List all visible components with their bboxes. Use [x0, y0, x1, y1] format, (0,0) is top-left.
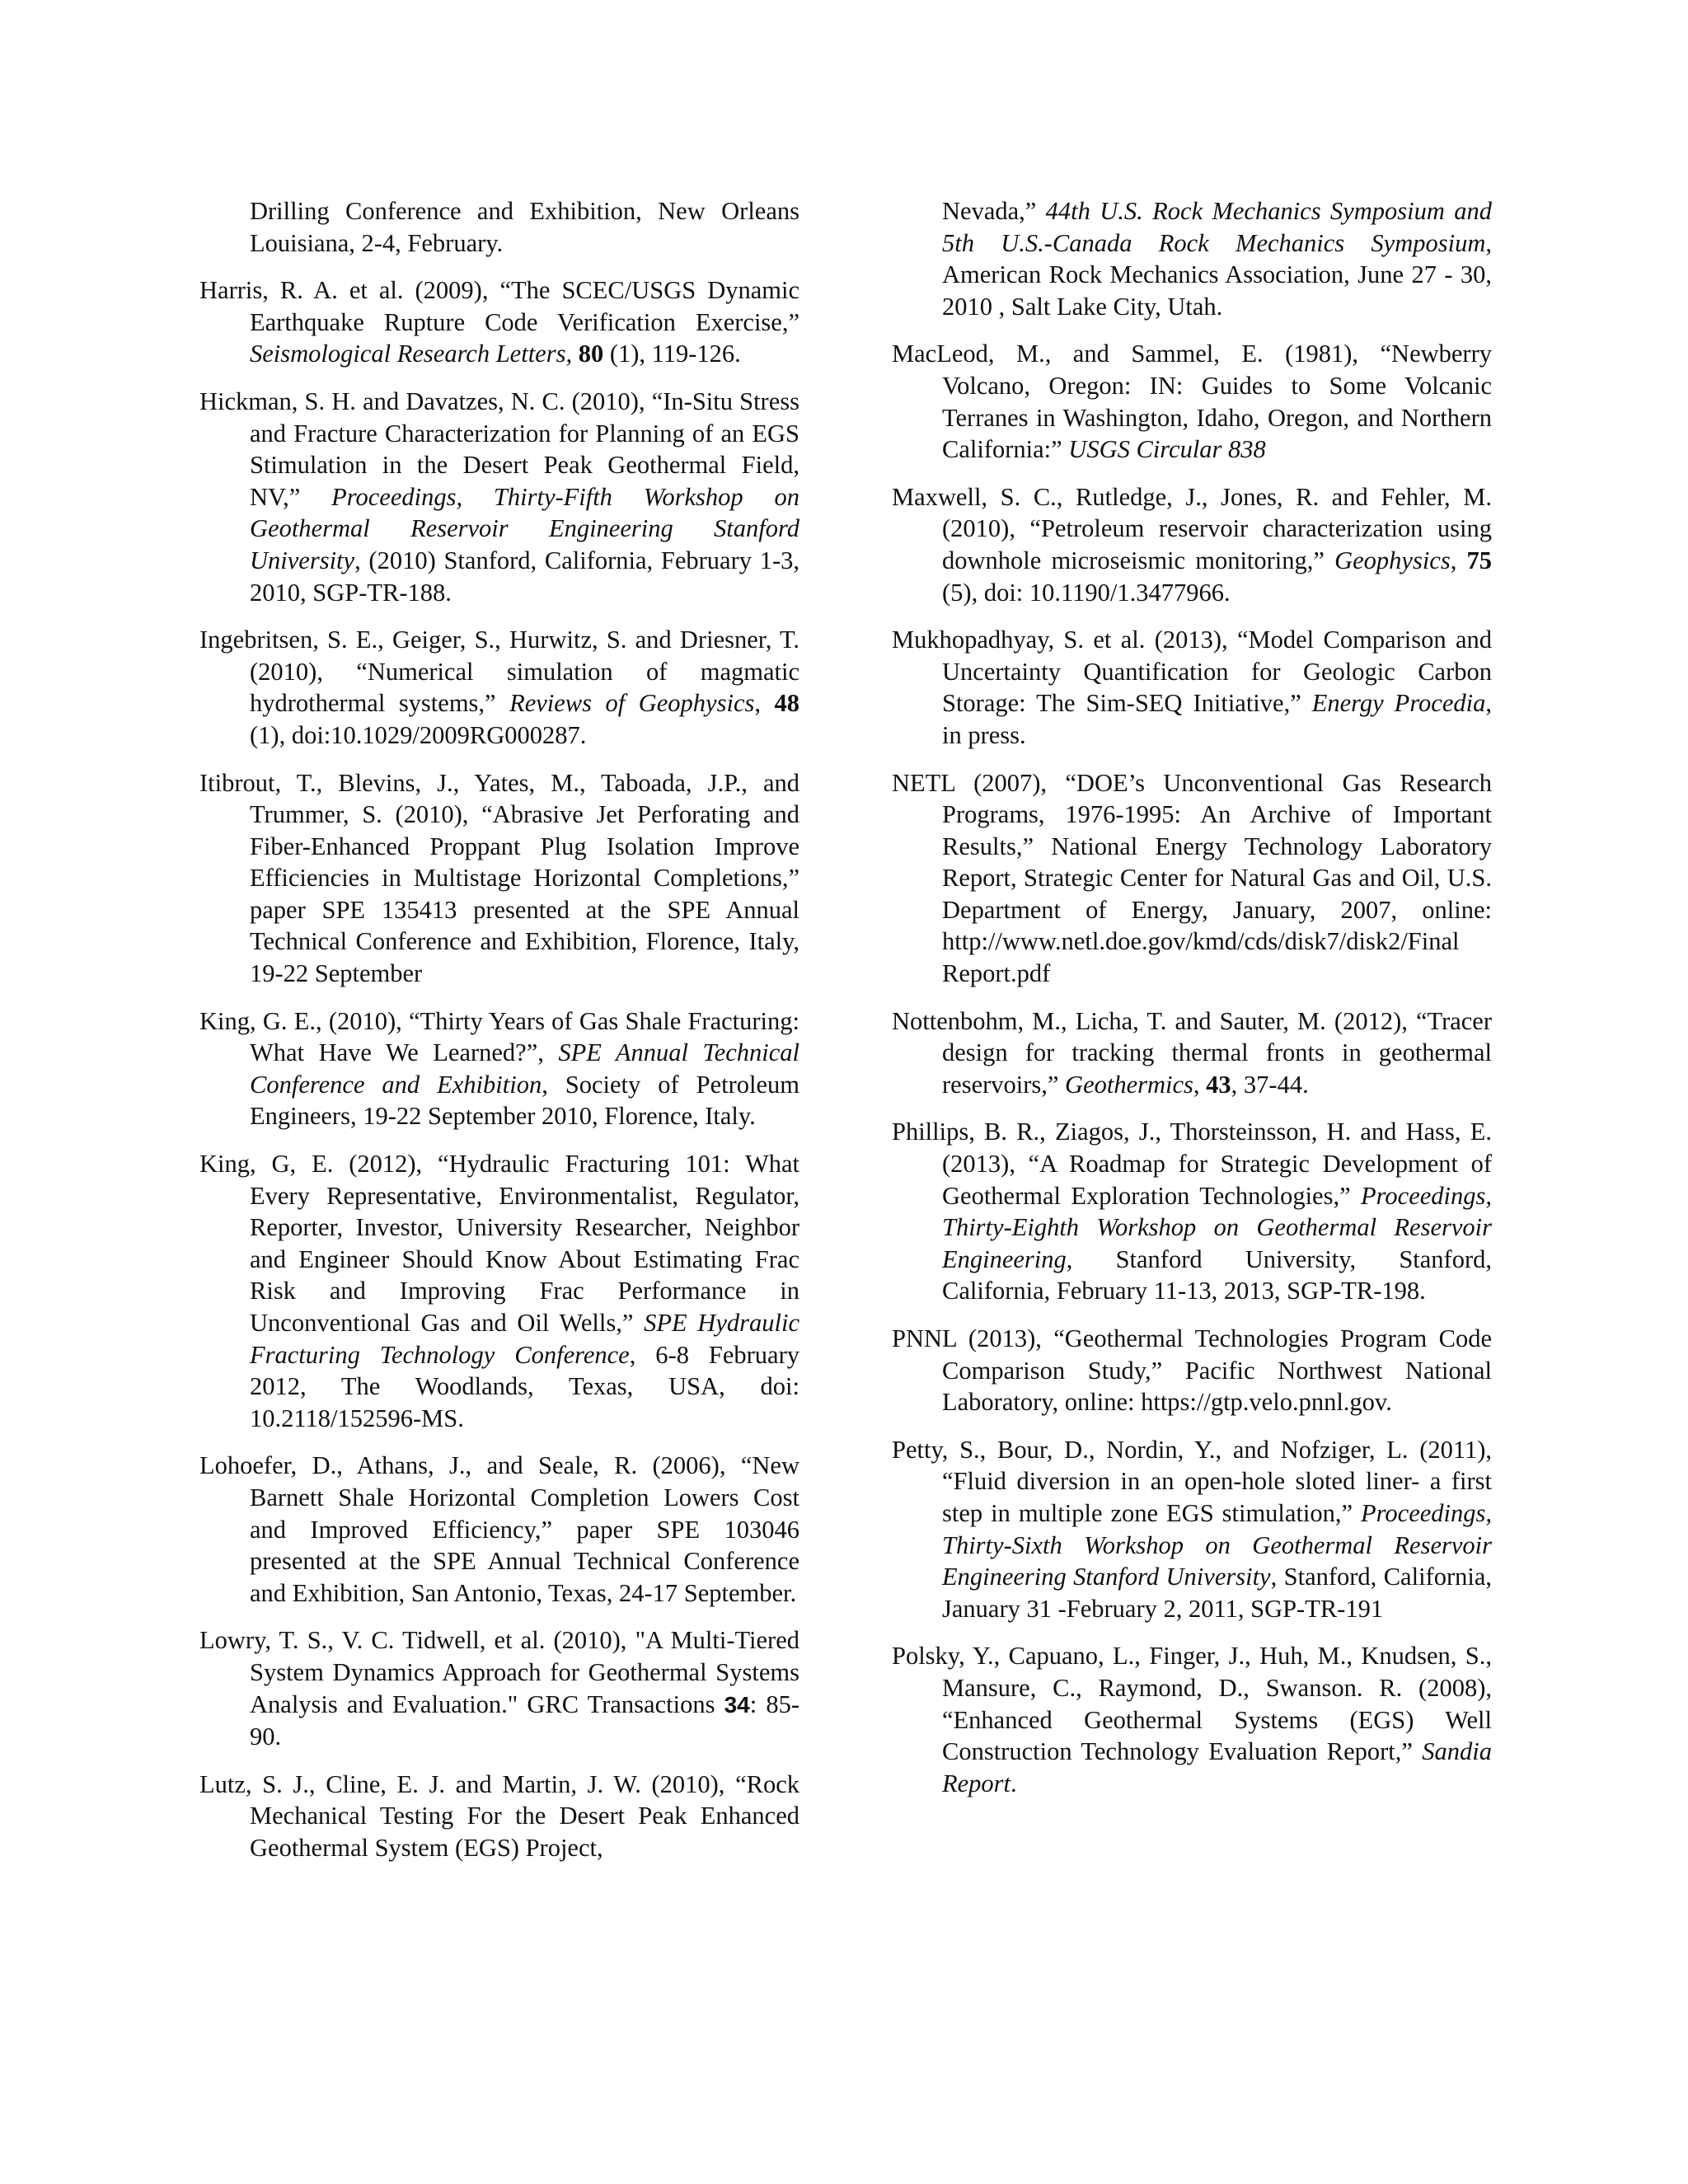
- reference-text: , 37-44.: [1231, 1070, 1309, 1099]
- reference-text: (1), doi:10.1029/2009RG000287.: [250, 720, 587, 749]
- reference-text: ,: [1193, 1070, 1207, 1099]
- reference-text: Ingebritsen, S. E., Geiger, S., Hurwitz, S. and Driesner, T. (2010), “Numerical simulation of magmatic hydrothermal systems,”: [199, 626, 799, 718]
- reference-text: : 85-90.: [250, 1690, 799, 1751]
- reference-text: , (2010) Stanford, California, February 1-3, 2010, SGP-TR-188.: [250, 546, 799, 607]
- reference-entry: [892, 1640, 1492, 1799]
- reference-italic-text: Reviews of Geophysics: [509, 689, 755, 718]
- reference-text: Itibrout, T., Blevins, J., Yates, M., Taboada, J.P., and Trummer, S. (2010), “Abrasive Jet Perforating and Fiber-Enhanced Proppant Plug Isolation Improve Efficiencies in Multistage Horizontal Completions,” paper SPE 135413 presented at the SPE Annual Technical Conference and Exhibition, Florence, Italy, 19-22 September: [199, 768, 799, 988]
- reference-text: Nevada,”: [942, 197, 1046, 225]
- reference-entry: [199, 1624, 799, 1752]
- left-reference-column: [199, 195, 799, 1880]
- reference-entry: [199, 386, 799, 608]
- reference-italic-text: Seismological Research Letters,: [250, 340, 573, 368]
- reference-text: , in press.: [942, 689, 1492, 749]
- reference-entry: [892, 338, 1492, 465]
- reference-text: (5), doi: 10.1190/1.3477966.: [942, 578, 1231, 607]
- reference-text: , Stanford University, Stanford, California, February 11-13, 2013, SGP-TR-198.: [942, 1244, 1492, 1305]
- reference-italic-text: Proceedings, Thirty-Eighth Workshop on Geothermal Reservoir Engineering: [942, 1181, 1492, 1273]
- reference-italic-text: Geophysics: [1334, 546, 1451, 574]
- reference-text: Lowry, T. S., V. C. Tidwell, et al. (2010), "A Multi-Tiered System Dynamics Approach for Geothermal Systems Analysis and Evaluation." GRC Transactions: [199, 1626, 799, 1718]
- reference-entry: [892, 481, 1492, 608]
- reference-italic-text: SPE Hydraulic Fracturing Technology Conference: [250, 1309, 799, 1369]
- reference-entry: [199, 274, 799, 370]
- reference-italic-text: Energy Procedia: [1311, 689, 1486, 718]
- reference-text: MacLeod, M., and Sammel, E. (1981), “Newberry Volcano, Oregon: IN: Guides to Some Volcanic Terranes in Washington, Idaho, Oregon, and Northern California:”: [892, 340, 1492, 464]
- reference-text: Polsky, Y., Capuano, L., Finger, J., Huh, M., Knudsen, S., Mansure, C., Raymond, D., Swanson. R. (2008), “Enhanced Geothermal Systems (EGS) Well Construction Technology Evaluation Report,”: [892, 1642, 1492, 1766]
- reference-text: Mukhopadhyay, S. et al. (2013), “Model Comparison and Uncertainty Quantification for Geologic Carbon Storage: The Sim-SEQ Initiative,”: [892, 626, 1492, 718]
- reference-bold-text: 48: [774, 689, 799, 718]
- right-reference-column: [892, 195, 1492, 1815]
- reference-entry: [199, 767, 799, 990]
- reference-italic-text: SPE Annual Technical Conference and Exhibition: [250, 1038, 799, 1099]
- reference-text: NETL (2007), “DOE’s Unconventional Gas Research Programs, 1976-1995: An Archive of Important Results,” National Energy Technology Laboratory Report, Strategic Center for Natural Gas and Oil, U.S. Department of Energy, January, 2007, online: http://www.netl.doe.gov/kmd/cds/disk7/disk2/Final Report.pdf: [892, 768, 1492, 988]
- reference-text: Phillips, B. R., Ziagos, J., Thorsteinsson, H. and Hass, E. (2013), “A Roadmap for Strategic Development of Geothermal Exploration Technologies,”: [892, 1118, 1492, 1210]
- reference-entry-continued: [892, 195, 1492, 322]
- reference-entry: [892, 767, 1492, 990]
- reference-text: , 6-8 February 2012, The Woodlands, Texas, USA, doi: 10.2118/152596-MS.: [250, 1340, 799, 1432]
- reference-text: Harris, R. A. et al. (2009), “The SCEC/USGS Dynamic Earthquake Rupture Code Verification Exercise,”: [199, 276, 799, 336]
- reference-italic-text: 44th U.S. Rock Mechanics Symposium and 5th U.S.-Canada Rock Mechanics Symposium: [942, 197, 1492, 257]
- reference-text: King, G, E. (2012), “Hydraulic Fracturing 101: What Every Representative, Environmentalist, Regulator, Reporter, Investor, University Researcher, Neighbor and Engineer Should Know About Estimating Frac Risk and Improving Frac Performance in Unconventional Gas and Oil Wells,”: [199, 1150, 799, 1337]
- reference-entry: [892, 1116, 1492, 1307]
- reference-bold-text: 43: [1206, 1070, 1231, 1099]
- reference-italic-text: USGS Circular 838: [1068, 435, 1266, 464]
- reference-text: [572, 340, 579, 368]
- reference-text: Maxwell, S. C., Rutledge, J., Jones, R. and Fehler, M. (2010), “Petroleum reservoir characterization using downhole microseismic monitoring,”: [892, 482, 1492, 574]
- reference-text: Drilling Conference and Exhibition, New Orleans Louisiana, 2-4, February.: [250, 197, 799, 257]
- reference-text: .: [1010, 1769, 1017, 1797]
- reference-text: , American Rock Mechanics Association, June 27 - 30, 2010 , Salt Lake City, Utah.: [942, 228, 1492, 321]
- reference-entry: [199, 1005, 799, 1132]
- reference-text: Nottenbohm, M., Licha, T. and Sauter, M. (2012), “Tracer design for tracking thermal fronts in geothermal reservoirs,”: [892, 1006, 1492, 1099]
- reference-bold-text: 34: [724, 1691, 750, 1718]
- reference-italic-text: Geothermics: [1065, 1070, 1193, 1099]
- reference-text: Hickman, S. H. and Davatzes, N. C. (2010), “In-Situ Stress and Fracture Characterization for Planning of an EGS Stimulation in the Desert Peak Geothermal Field, NV,”: [199, 387, 799, 511]
- reference-entry: [199, 1148, 799, 1434]
- reference-text: , Stanford, California, January 31 -February 2, 2011, SGP-TR-191: [942, 1563, 1492, 1623]
- reference-text: , Society of Petroleum Engineers, 19-22 September 2010, Florence, Italy.: [250, 1070, 799, 1131]
- reference-text: Lutz, S. J., Cline, E. J. and Martin, J. W. (2010), “Rock Mechanical Testing For the Desert Peak Enhanced Geothermal System (EGS) Project,: [199, 1769, 799, 1862]
- reference-entry-continued: [199, 195, 799, 259]
- reference-bold-text: 80: [578, 340, 604, 368]
- reference-entry: [892, 1005, 1492, 1101]
- reference-text: Lohoefer, D., Athans, J., and Seale, R. (2006), “New Barnett Shale Horizontal Completion Lowers Cost and Improved Efficiency,” paper SPE 103046 presented at the SPE Annual Technical Conference and Exhibition, San Antonio, Texas, 24-17 September.: [199, 1451, 799, 1607]
- reference-italic-text: Proceedings, Thirty-Fifth Workshop on Geothermal Reservoir Engineering Stanford University: [250, 482, 799, 574]
- reference-bold-text: 75: [1466, 546, 1492, 574]
- reference-text: PNNL (2013), “Geothermal Technologies Program Code Comparison Study,” Pacific Northwest National Laboratory, online: https://gtp.velo.pnnl.gov.: [892, 1324, 1492, 1417]
- reference-entry: [892, 1323, 1492, 1418]
- reference-text: Petty, S., Bour, D., Nordin, Y., and Nofziger, L. (2011), “Fluid diversion in an open-hole sloted liner- a first step in multiple zone EGS stimulation,”: [892, 1435, 1492, 1527]
- reference-entry: [199, 1769, 799, 1864]
- reference-text: (1), 119-126.: [603, 340, 741, 368]
- reference-text: ,: [754, 689, 775, 718]
- reference-entry: [199, 624, 799, 751]
- reference-entry: [199, 1450, 799, 1609]
- reference-entry: [892, 1434, 1492, 1625]
- reference-italic-text: Proceedings, Thirty-Sixth Workshop on Geothermal Reservoir Engineering Stanford University: [942, 1498, 1492, 1591]
- reference-entry: [892, 624, 1492, 751]
- reference-text: ,: [1450, 546, 1467, 574]
- reference-italic-text: Sandia Report: [942, 1737, 1492, 1797]
- reference-text: King, G. E., (2010), “Thirty Years of Gas Shale Fracturing: What Have We Learned?”,: [199, 1006, 799, 1067]
